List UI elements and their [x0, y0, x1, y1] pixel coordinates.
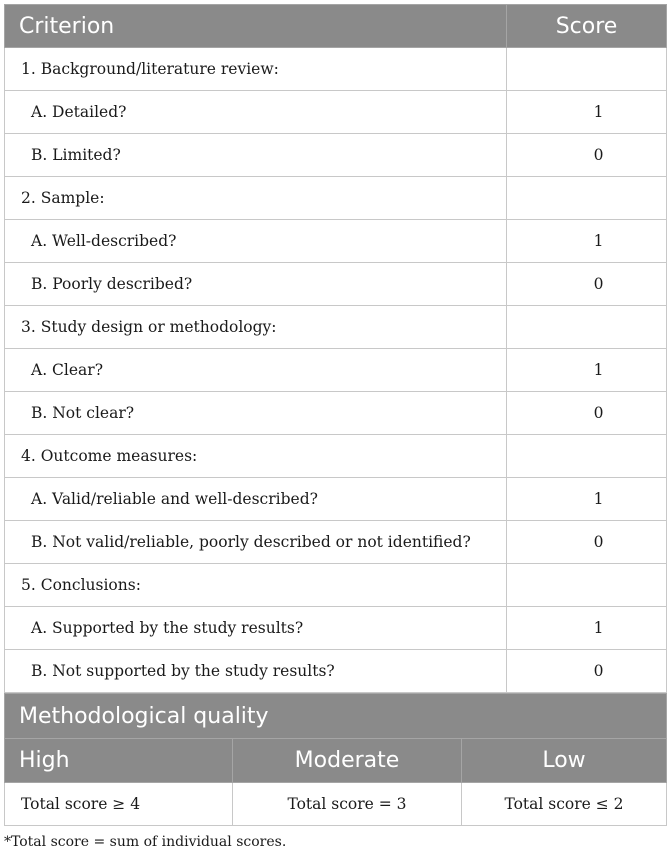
- table-footnote: *Total score = sum of individual scores.: [4, 834, 287, 850]
- criterion-cell: B. Not supported by the study results?: [5, 650, 507, 693]
- score-cell: [507, 435, 667, 478]
- quality-assessment-table-wrapper: [4, 4, 666, 850]
- score-cell: 1: [507, 607, 667, 650]
- score-cell: 0: [507, 392, 667, 435]
- criterion-cell: B. Poorly described?: [5, 263, 507, 306]
- score-cell: 0: [507, 134, 667, 177]
- table-row: [5, 564, 667, 607]
- table-row: [5, 91, 667, 134]
- score-cell: 1: [507, 220, 667, 263]
- score-cell: [507, 177, 667, 220]
- criterion-cell: 2. Sample:: [5, 177, 507, 220]
- table-row: [5, 392, 667, 435]
- criterion-cell: 3. Study design or methodology:: [5, 306, 507, 349]
- criterion-cell: A. Supported by the study results?: [5, 607, 507, 650]
- score-cell: 1: [507, 91, 667, 134]
- score-cell: 1: [507, 349, 667, 392]
- table-row: [5, 48, 667, 91]
- quality-title: Methodological quality: [5, 694, 667, 739]
- quality-moderate-value: Total score = 3: [233, 783, 462, 826]
- quality-header-row: [5, 739, 667, 783]
- table-row: [5, 349, 667, 392]
- table-row: [5, 478, 667, 521]
- score-cell: 1: [507, 478, 667, 521]
- criteria-header-row: [5, 5, 667, 48]
- table-row: [5, 650, 667, 693]
- score-cell: 0: [507, 650, 667, 693]
- score-cell: [507, 48, 667, 91]
- quality-high-header: High: [5, 739, 233, 783]
- criterion-cell: A. Valid/reliable and well-described?: [5, 478, 507, 521]
- score-cell: 0: [507, 521, 667, 564]
- criterion-cell: B. Limited?: [5, 134, 507, 177]
- score-cell: 0: [507, 263, 667, 306]
- criteria-table: [4, 4, 667, 693]
- score-cell: [507, 306, 667, 349]
- criterion-cell: 5. Conclusions:: [5, 564, 507, 607]
- criterion-cell: B. Not clear?: [5, 392, 507, 435]
- table-row: [5, 263, 667, 306]
- table-row: [5, 306, 667, 349]
- quality-values-row: [5, 783, 667, 826]
- criterion-cell: A. Well-described?: [5, 220, 507, 263]
- criterion-cell: A. Clear?: [5, 349, 507, 392]
- methodological-quality-table: [4, 693, 667, 826]
- quality-low-value: Total score ≤ 2: [462, 783, 667, 826]
- quality-high-value: Total score ≥ 4: [5, 783, 233, 826]
- table-row: [5, 134, 667, 177]
- criterion-cell: B. Not valid/reliable, poorly described or not identified?: [5, 521, 507, 564]
- quality-moderate-header: Moderate: [233, 739, 462, 783]
- table-row: [5, 435, 667, 478]
- score-header: Score: [507, 5, 667, 48]
- quality-title-row: [5, 694, 667, 739]
- table-row: [5, 177, 667, 220]
- criterion-cell: 4. Outcome measures:: [5, 435, 507, 478]
- criterion-header: Criterion: [5, 5, 507, 48]
- score-cell: [507, 564, 667, 607]
- criterion-cell: 1. Background/literature review:: [5, 48, 507, 91]
- table-row: [5, 521, 667, 564]
- table-row: [5, 607, 667, 650]
- table-row: [5, 220, 667, 263]
- criterion-cell: A. Detailed?: [5, 91, 507, 134]
- quality-low-header: Low: [462, 739, 667, 783]
